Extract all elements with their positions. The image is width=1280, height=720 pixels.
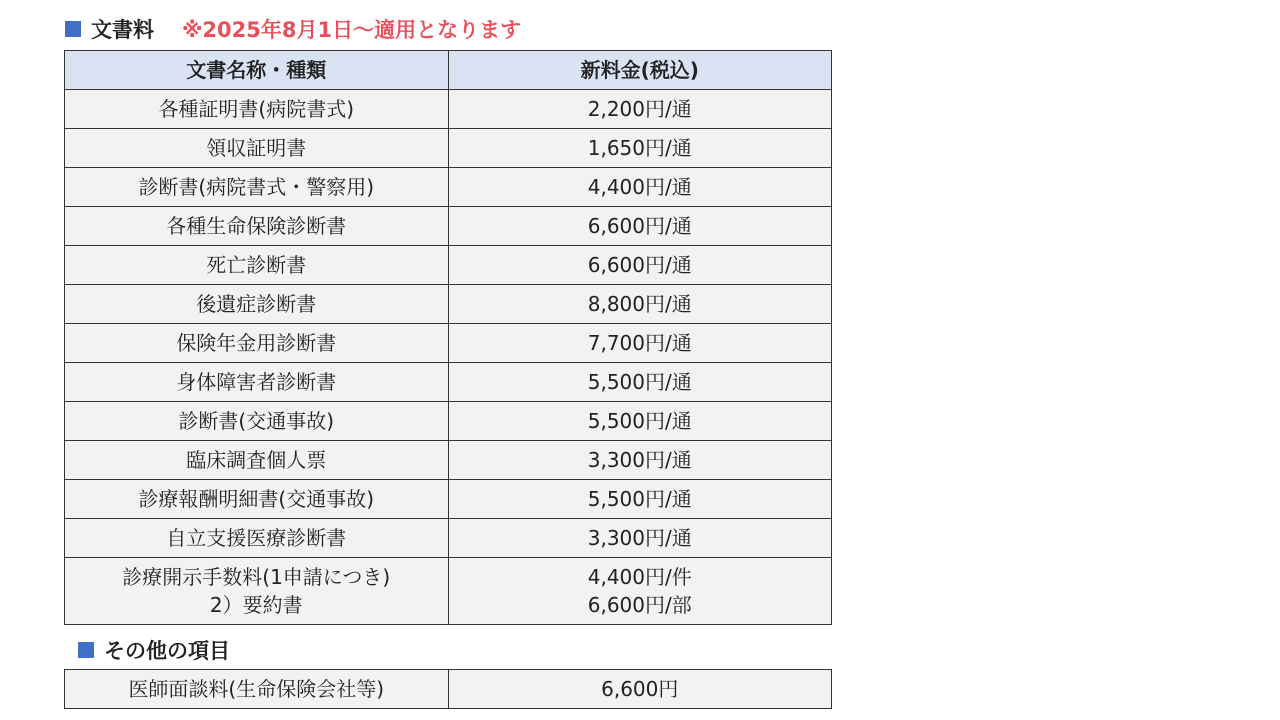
table-row [65,207,832,246]
document-name-cell: 診断書(交通事故) [65,402,449,441]
document-name-cell: 診療報酬明細書(交通事故) [65,480,449,519]
table-row [65,129,832,168]
document-name-cell: 臨床調査個人票 [65,441,449,480]
other-section-title: その他の項目 [104,639,230,663]
item-name-cell: 医師面談料(生命保険会社等) [65,670,449,709]
disclosure-name-line-2: 2）要約書 [209,593,303,617]
fee-cell: 6,600円/通 [448,207,832,246]
disclosure-fee-line-2: 6,600円/部 [587,593,692,617]
fee-cell: 6,600円/通 [448,246,832,285]
table-row [65,480,832,519]
document-name-cell: 後遺症診断書 [65,285,449,324]
table-row [65,285,832,324]
document-name-cell: 各種証明書(病院書式) [65,90,449,129]
table-row [65,168,832,207]
other-fee-table [64,669,832,709]
table-row [65,363,832,402]
document-name-cell: 保険年金用診断書 [65,324,449,363]
table-row [65,90,832,129]
table-header-row [65,51,832,90]
document-name-cell: 診断書(病院書式・警察用) [65,168,449,207]
fee-cell: 7,700円/通 [448,324,832,363]
fee-cell [448,558,832,625]
other-section-heading [78,636,230,664]
document-name-cell: 死亡診断書 [65,246,449,285]
bullet-square-icon [65,21,81,37]
table-row [65,246,832,285]
table-row [65,441,832,480]
fees-section-heading [65,15,521,43]
fee-cell: 8,800円/通 [448,285,832,324]
document-name-cell [65,558,449,625]
fee-cell: 5,500円/通 [448,480,832,519]
fee-cell: 2,200円/通 [448,90,832,129]
fee-cell: 3,300円/通 [448,441,832,480]
disclosure-fee-line-1: 4,400円/件 [587,565,692,589]
bullet-square-icon [78,642,94,658]
fee-cell: 3,300円/通 [448,519,832,558]
fee-cell: 5,500円/通 [448,402,832,441]
document-name-cell: 自立支援医療診断書 [65,519,449,558]
document-name-cell: 各種生命保険診断書 [65,207,449,246]
disclosure-fee-row [65,558,832,625]
document-fee-table [64,50,832,625]
fee-cell: 1,650円/通 [448,129,832,168]
column-header-document-name: 文書名称・種類 [65,51,449,90]
effective-date-notice: ※2025年8月1日～適用となります [182,18,522,42]
document-name-cell: 身体障害者診断書 [65,363,449,402]
table-row [65,324,832,363]
disclosure-name-line-1: 診療開示手数料(1申請につき) [122,565,391,589]
table-row [65,402,832,441]
table-row [65,670,832,709]
column-header-new-fee: 新料金(税込) [448,51,832,90]
table-row [65,519,832,558]
document-name-cell: 領収証明書 [65,129,449,168]
fee-cell: 6,600円 [448,670,832,709]
fee-cell: 5,500円/通 [448,363,832,402]
fees-section-title: 文書料 [91,18,154,42]
fee-cell: 4,400円/通 [448,168,832,207]
